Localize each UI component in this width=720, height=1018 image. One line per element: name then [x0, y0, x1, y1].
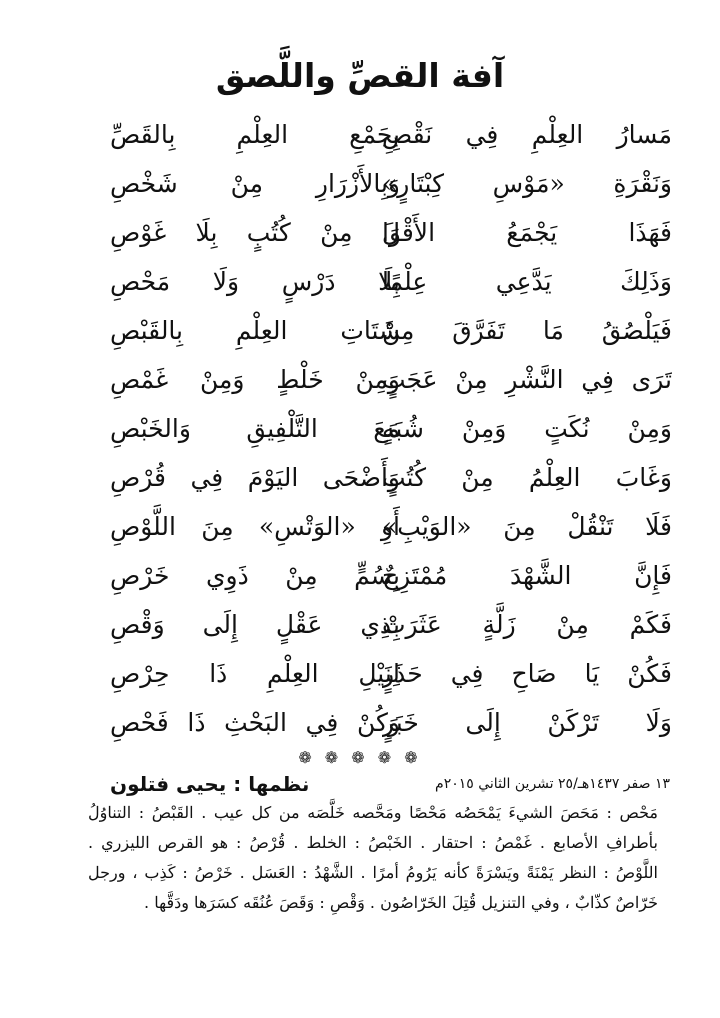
verse-first-hemistich: فَلَا تَنْقُلْ مِنَ «الوَيْبِ» — [382, 512, 672, 541]
verse-first-hemistich: فَكُنْ يَا صَاحِ فِي حَذَرٍ — [382, 659, 672, 688]
verse-line — [0, 108, 720, 161]
verse-first-hemistich: فَكَمْ مِنْ زَلَّةٍ عَثَرَتْ — [382, 610, 672, 639]
verse-line — [0, 647, 720, 700]
verse-first-hemistich: فَهَذَا يَجْمَعُ الأَقْوَا — [382, 218, 672, 247]
glossary-line: مَحْص : مَحَصَ الشيءَ يَمْحَصُه مَحْصًا ومَحَّصه خَلَّصَه من كل عيب . القَبْصُ : التناوُلُ — [88, 803, 658, 822]
verse-first-hemistich: وَغَابَ العِلْمُ مِنْ كُتُبٍ — [382, 463, 672, 492]
ornament-divider: ❁ ❁ ❁ ❁ ❁ — [298, 748, 422, 767]
verse-first-hemistich: وَمِنْ نُكَتٍ وَمِنْ شُبَهٍ — [382, 414, 672, 443]
glossary — [88, 798, 658, 918]
verse-first-hemistich: تَرَى فِي النَّشْرِ مِنْ عَجَبٍ — [382, 365, 672, 394]
verse-line — [0, 696, 720, 749]
verse-second-hemistich: بِجَمْعِ العِلْمِ بِالقَصِّ — [110, 120, 400, 149]
verse-line — [0, 206, 720, 259]
verse-second-hemistich: شَتَاتِ العِلْمِ بِالقَبْصِ — [110, 316, 400, 345]
poet-name: نظمها : يحيى فتلون — [110, 772, 310, 796]
verse-first-hemistich: فَإِنَّ الشَّهْدَ مُمْتَزِجٌ — [382, 561, 672, 590]
verse-line — [0, 157, 720, 210]
verse-line — [0, 500, 720, 553]
glossary-line: بأطرافِ الأصابع . غَمْصُ : احتقار . الخَبْصُ : الخلط . قُرْصُ : هو القرص الليزري . — [88, 833, 658, 852]
glossary-line: اللَّوْصُ : النظر يَمْنَةً ويَسْرَةً كأنه يَرُومُ أمرًا . الشَّهْدُ : العَسَل . خَرْصُ : كَذِب ، ورجل — [88, 863, 658, 882]
verse-line — [0, 402, 720, 455]
composition-date: ١٣ صفر ١٤٣٧هـ/٢٥ تشرين الثاني ٢٠١٥م — [435, 776, 670, 792]
poem-body — [0, 108, 720, 748]
verse-second-hemistich: وَمِنْ خَلْطٍ وَمِنْ غَمْصِ — [110, 365, 400, 394]
verse-line — [0, 549, 720, 602]
verse-second-hemistich: لِنَيْلِ العِلْمِ ذَا حِرْصِ — [110, 659, 400, 688]
verse-second-hemistich: بِلَا دَرْسٍ وَلَا مَحْصِ — [110, 267, 400, 296]
verse-first-hemistich: وَذَلِكَ يَدَّعِي عِلْمًا — [382, 267, 672, 296]
poem-title: آفة القصِّ واللَّصق — [215, 56, 505, 95]
verse-line — [0, 304, 720, 357]
verse-second-hemistich: وَكُنْ فِي البَحْثِ ذَا فَحْصِ — [110, 708, 400, 737]
verse-second-hemistich: أَوِ «الوَتْسِ» مِنَ اللَّوْصِ — [110, 512, 400, 541]
verse-first-hemistich: وَنَقْرَةِ «مَوْسِ كِبْتَارٍ» — [382, 169, 672, 198]
verse-second-hemistich: بِسُمٍّ مِنْ ذَوِي خَرْصِ — [110, 561, 400, 590]
verse-first-hemistich: مَسارُ العِلْمِ فِي نَقْصِ — [382, 120, 672, 149]
verse-second-hemistich: وَأَضْحَى اليَوْمَ فِي قُرْصِ — [110, 463, 400, 492]
verse-first-hemistich: وَلَا تَرْكَنْ إِلَى خَبَرٍ — [382, 708, 672, 737]
verse-line — [0, 255, 720, 308]
verse-line — [0, 451, 720, 504]
verse-line — [0, 598, 720, 651]
verse-second-hemistich: مَعَ التَّلْفِيقِ وَالخَبْصِ — [110, 414, 400, 443]
verse-first-hemistich: فَيَلْصُقُ مَا تَفَرَّقَ مِنْ — [382, 316, 672, 345]
verse-line — [0, 353, 720, 406]
verse-second-hemistich: وَبِالأَزْرَارِ مِنْ شَخْصِ — [110, 169, 400, 198]
verse-second-hemistich: لَ مِنْ كُتُبٍ بِلَا غَوْصِ — [110, 218, 400, 247]
glossary-line: خَرّاصٌ كذّابٌ ، وفي التنزيل قُتِلَ الخَرّاصُون . وَقْصِ : وَقَصَ عُنُقَه كسَرَها ودَقَّها . — [144, 893, 658, 912]
verse-second-hemistich: بِذِي عَقْلٍ إِلَى وَقْصِ — [110, 610, 400, 639]
